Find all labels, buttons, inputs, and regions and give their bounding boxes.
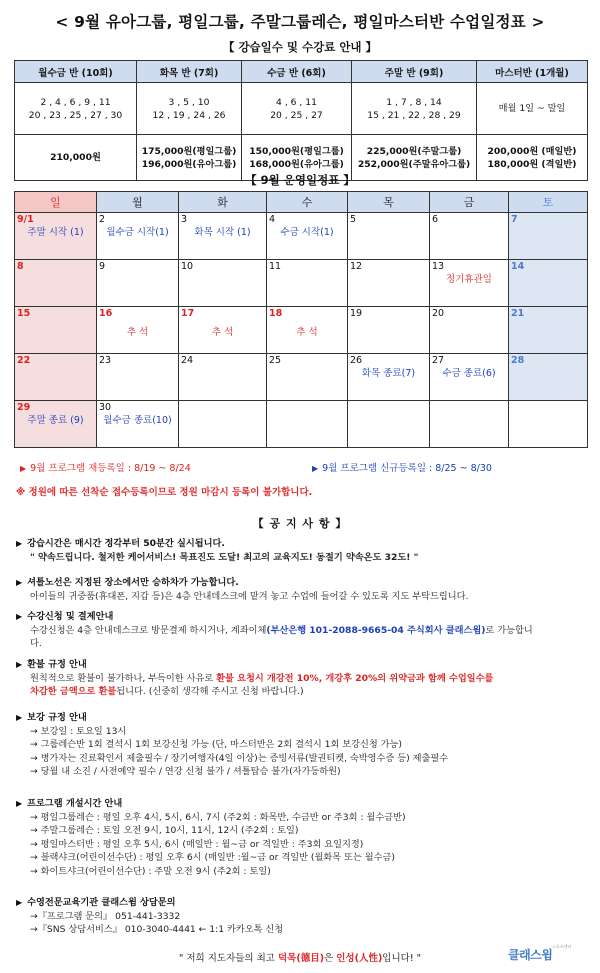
calendar-week — [15, 354, 588, 401]
calendar-event: 추 석 — [126, 327, 149, 338]
calendar-day-cell — [509, 307, 588, 354]
weekday-header: 월 — [97, 192, 179, 213]
day-number: 12 — [350, 261, 363, 272]
day-number: 6 — [432, 214, 439, 225]
triangle-right-icon: ▶ — [16, 612, 23, 621]
day-number: 19 — [350, 308, 363, 319]
motto-c: 은 — [324, 953, 337, 964]
calendar-table — [14, 191, 588, 448]
fee-dates-cell — [242, 83, 352, 135]
calendar-event: 월수금 종료(10) — [103, 415, 172, 426]
calendar-day-cell — [430, 260, 509, 307]
triangle-right-icon: ▶ — [312, 464, 319, 473]
calendar-day-cell — [15, 213, 97, 260]
calendar-day-cell — [179, 401, 267, 448]
calendar-day-cell — [15, 260, 97, 307]
calendar-day-cell — [348, 354, 430, 401]
day-number: 18 — [269, 308, 283, 319]
day-number: 27 — [432, 355, 445, 366]
calendar-week — [15, 260, 588, 307]
calendar-event: 화목 시작 (1) — [194, 227, 251, 238]
day-number: 7 — [511, 214, 518, 225]
calendar-event: 화목 종료(7) — [361, 368, 416, 379]
calendar-day-cell — [348, 307, 430, 354]
day-number: 8 — [17, 261, 24, 272]
fee-section-title: 【 강습일수 및 수강료 안내 】 — [222, 40, 378, 54]
refund-text-a: 원칙적으로 환불이 불가하나, 부득이한 사유로 — [30, 672, 217, 684]
weekday-header: 금 — [430, 192, 509, 213]
notice-makeup — [16, 711, 586, 779]
schedule-line: → 블랙샤크(어린이선수단) : 평일 오후 6시 (매일반 :월~금 or 격일반 (월화목 또는 월수금) — [30, 852, 395, 863]
weekday-header: 화 — [179, 192, 267, 213]
notice-time — [16, 537, 586, 564]
notice-contact — [16, 896, 586, 937]
day-number: 15 — [17, 308, 31, 319]
fee-header: 월수금 반 (10회) — [15, 61, 137, 83]
day-number: 30 — [99, 402, 112, 413]
day-number: 23 — [99, 355, 112, 366]
triangle-right-icon: ▶ — [16, 660, 23, 669]
calendar-day-cell — [267, 213, 348, 260]
tuition-price: 180,000원 (격일반) — [487, 158, 577, 170]
calendar-event: 수금 종료(6) — [442, 368, 496, 379]
payment-text-a: 수강신청은 4층 안내데스크로 방문결제 하시거나, 계좌이체 — [30, 624, 267, 636]
tuition-price: 150,000원(평일그룹) — [249, 145, 344, 157]
makeup-line: → 병가자는 진료확인서 제출필수 / 장기여행자(4일 이상)는 증빙서류(발권티켓, 숙박영수증 등) 제출필수 — [30, 752, 449, 764]
calendar-day-cell — [267, 401, 348, 448]
contact-phone: →『프로그램 문의』 051-441-3332 — [30, 910, 181, 922]
calendar-event: 추 석 — [296, 327, 318, 338]
class-dates: 15 , 21 , 22 , 28 , 29 — [367, 109, 461, 121]
calendar-day-cell — [430, 307, 509, 354]
day-number: 26 — [350, 355, 363, 366]
calendar-day-cell — [430, 213, 509, 260]
fee-header: 마스터반 (1개월) — [477, 61, 588, 83]
fee-header: 화목 반 (7회) — [137, 61, 242, 83]
notice-contact-heading: 수영전문교육기관 클래스윔 상담문의 — [27, 897, 176, 908]
re-enroll-period — [20, 460, 191, 474]
class-dates: 2 , 4 , 6 , 9 , 11 — [40, 96, 111, 108]
notice-shuttle — [16, 576, 586, 603]
calendar-event: 추 석 — [211, 327, 234, 338]
tuition-price: 225,000원(주말그룹) — [366, 145, 462, 157]
tuition-price: 200,000원 (매일반) — [487, 145, 577, 157]
calendar-event: 주말 종료 (9) — [27, 415, 84, 426]
day-number: 11 — [269, 261, 282, 272]
calendar-day-cell — [267, 354, 348, 401]
day-number: 20 — [432, 308, 445, 319]
tuition-price: 196,000원(유아그룹) — [141, 158, 237, 170]
schedule-line: → 화이트샤크(어린이선수단) : 주말 오전 9시 (주2회 : 토일) — [30, 865, 271, 877]
tuition-price: 168,000원(유아그룹) — [249, 158, 344, 170]
notice-shuttle-heading: 셔틀노선은 지정된 장소에서만 승하차가 가능합니다. — [27, 577, 239, 588]
day-number: 29 — [17, 402, 31, 413]
calendar-event: 정기휴관일 — [446, 274, 492, 285]
class-dates: 매월 1일 ~ 말일 — [498, 103, 566, 114]
triangle-right-icon: ▶ — [16, 539, 23, 548]
day-number: 5 — [350, 214, 357, 225]
calendar-day-cell — [509, 213, 588, 260]
weekday-header: 수 — [267, 192, 348, 213]
makeup-line: → 보강일 : 토요일 13시 — [30, 725, 127, 737]
day-number: 9 — [99, 261, 106, 272]
refund-deduction: 차감한 금액으로 환불 — [30, 686, 117, 697]
day-number: 22 — [17, 355, 31, 366]
day-number: 2 — [99, 214, 106, 225]
day-number: 3 — [181, 214, 188, 225]
day-number: 13 — [432, 261, 445, 272]
refund-penalty: 환불 요청시 개강전 10%, 개강후 20%의 위약금과 함께 수업일수를 — [216, 672, 494, 684]
calendar-day-cell — [97, 401, 179, 448]
logo-text: 클래스윔 — [508, 948, 553, 962]
calendar-day-cell — [15, 354, 97, 401]
class-dates: 12 , 19 , 24 , 26 — [152, 109, 226, 121]
tuition-price: 252,000원(주말유아그룹) — [357, 158, 471, 170]
calendar-title: 【 9월 운영일정표 】 — [245, 173, 355, 187]
calendar-day-cell — [97, 213, 179, 260]
calendar-day-cell — [509, 260, 588, 307]
new-enroll-period — [312, 460, 492, 474]
calendar-day-cell — [97, 354, 179, 401]
calendar-event: 월수금 시작(1) — [106, 227, 169, 238]
calendar-day-cell — [15, 401, 97, 448]
notice-payment — [16, 610, 586, 651]
day-number: 9/1 — [17, 214, 34, 225]
calendar-day-cell — [179, 260, 267, 307]
notice-refund — [16, 658, 586, 699]
schedule-line: → 주말그룹레슨 : 토일 오전 9시, 10시, 11시, 12시 (주2회 : 토일) — [30, 825, 299, 836]
calendar-event: 주말 시작 (1) — [27, 227, 84, 238]
calendar-day-cell — [267, 307, 348, 354]
notice-refund-heading: 환불 규정 안내 — [27, 659, 87, 670]
fee-dates-cell — [15, 83, 137, 135]
calendar-week — [15, 401, 588, 448]
class-dates: 4 , 6 , 11 — [276, 96, 317, 108]
fee-header: 수금 반 (6회) — [242, 61, 352, 83]
bank-account: (부산은행 101-2088-9665-04 주식회사 클래스윔) — [266, 624, 486, 636]
weekday-header: 목 — [348, 192, 430, 213]
calendar-day-cell — [509, 401, 588, 448]
schedule-line: → 평일그룹레슨 : 평일 오후 4시, 5시, 6시, 7시 (주2회 : 화목반, 수금반 or 주3회 : 월수금반) — [30, 811, 406, 823]
class-dates: 1 , 7 , 8 , 14 — [386, 96, 442, 108]
calendar-day-cell — [97, 260, 179, 307]
motto-virtue: 덕목(德目) — [278, 953, 325, 964]
fee-dates-cell — [352, 83, 477, 135]
calendar-day-cell — [430, 401, 509, 448]
calendar-day-cell — [15, 307, 97, 354]
tuition-price: 210,000원 — [50, 152, 101, 163]
weekday-header: 일 — [15, 192, 97, 213]
triangle-right-icon: ▶ — [16, 578, 23, 587]
triangle-right-icon: ▶ — [16, 898, 23, 907]
logo-subtitle: 스포츠센터 — [552, 944, 572, 949]
day-number: 14 — [511, 261, 525, 272]
day-number: 17 — [181, 308, 195, 319]
fee-dates-cell — [477, 83, 588, 135]
calendar-day-cell — [430, 354, 509, 401]
calendar-day-cell — [179, 213, 267, 260]
class-dates: 20 , 23 , 25 , 27 , 30 — [28, 109, 123, 121]
day-number: 21 — [511, 308, 525, 319]
notice-shuttle-body: 아이들의 귀중품(휴대폰, 지갑 등)은 4층 안내데스크에 맡겨 놓고 수업에 들어갈 수 있도록 지도 부탁드립니다. — [30, 590, 469, 602]
fee-dates-cell — [137, 83, 242, 135]
calendar-week — [15, 307, 588, 354]
calendar-week — [15, 213, 588, 260]
notice-payment-heading: 수강신청 및 결제안내 — [27, 611, 114, 622]
calendar-day-cell — [348, 213, 430, 260]
brand-logo — [508, 944, 594, 968]
notice-makeup-heading: 보강 규정 안내 — [27, 712, 87, 723]
class-dates: 20 , 25 , 27 — [270, 109, 323, 121]
triangle-right-icon: ▶ — [16, 713, 23, 722]
fee-table — [14, 60, 588, 181]
day-number: 4 — [269, 214, 276, 225]
tuition-price: 175,000원(평일그룹) — [141, 145, 237, 157]
fee-header: 주말 반 (9회) — [352, 61, 477, 83]
day-number: 28 — [511, 355, 525, 366]
makeup-line: → 당월 내 소진 / 사전예약 필수 / 연강 신청 불가 / 셔틀탑승 불가(자가등하원) — [30, 766, 341, 777]
calendar-day-cell — [509, 354, 588, 401]
calendar-day-cell — [179, 307, 267, 354]
day-number: 25 — [269, 355, 282, 366]
contact-sns: →『SNS 상담서비스』 010-3040-4441 ← 1:1 카카오톡 신청 — [30, 924, 284, 935]
calendar-day-cell — [179, 354, 267, 401]
notice-time-promise: " 약속드립니다. 철저한 케어서비스! 목표진도 도달! 최고의 교육지도! 동절기 약속온도 32도! " — [30, 551, 419, 563]
schedule-line: → 평일마스터반 : 평일 오후 5시, 6시 (매일반 : 월~금 or 격일반 : 주3회 요일지정) — [30, 838, 364, 850]
day-number: 16 — [99, 308, 113, 319]
calendar-event: 수금 시작(1) — [280, 227, 334, 238]
calendar-day-cell — [267, 260, 348, 307]
notice-time-heading: 강습시간은 매시간 정각부터 50분간 실시됩니다. — [27, 538, 225, 549]
page-title: < 9월 유아그룹, 평일그룹, 주말그룹레슨, 평일마스터반 수업일정표 > — [55, 13, 545, 31]
re-enroll-text: 9월 프로그램 재등록일 : 8/19 ~ 8/24 — [30, 463, 191, 474]
payment-text-b: 로 가능합니 — [485, 624, 533, 636]
class-dates: 3 , 5 , 10 — [168, 96, 210, 108]
calendar-day-cell — [348, 260, 430, 307]
motto-character: 인성(人性) — [336, 953, 383, 964]
calendar-day-cell — [97, 307, 179, 354]
capacity-warning: ※ 정원에 따른 선착순 접수등록이므로 정원 마감시 등록이 불가합니다. — [16, 487, 313, 498]
motto-e: 입니다! " — [382, 953, 422, 964]
notice-title: 【 공 지 사 항 】 — [252, 517, 348, 530]
triangle-right-icon: ▶ — [20, 464, 27, 473]
motto-a: " 저희 지도자들의 최고 — [178, 953, 278, 964]
triangle-right-icon: ▶ — [16, 799, 23, 808]
calendar-day-cell — [348, 401, 430, 448]
payment-text-c: 다. — [30, 638, 42, 649]
refund-text-b: 됩니다. (신중히 생각해 주시고 신청 바랍니다.) — [116, 686, 304, 697]
day-number: 24 — [181, 355, 194, 366]
new-enroll-text: 9월 프로그램 신규등록일 : 8/25 ~ 8/30 — [322, 463, 492, 474]
makeup-line: → 그룹레슨반 1회 결석시 1회 보강신청 가능 (단, 마스터반은 2회 결석시 1회 보강신청 가능) — [30, 739, 403, 750]
notice-schedule-heading: 프로그램 개설시간 안내 — [27, 798, 123, 809]
day-number: 10 — [181, 261, 194, 272]
notice-schedule — [16, 797, 586, 878]
weekday-header: 토 — [509, 192, 588, 213]
